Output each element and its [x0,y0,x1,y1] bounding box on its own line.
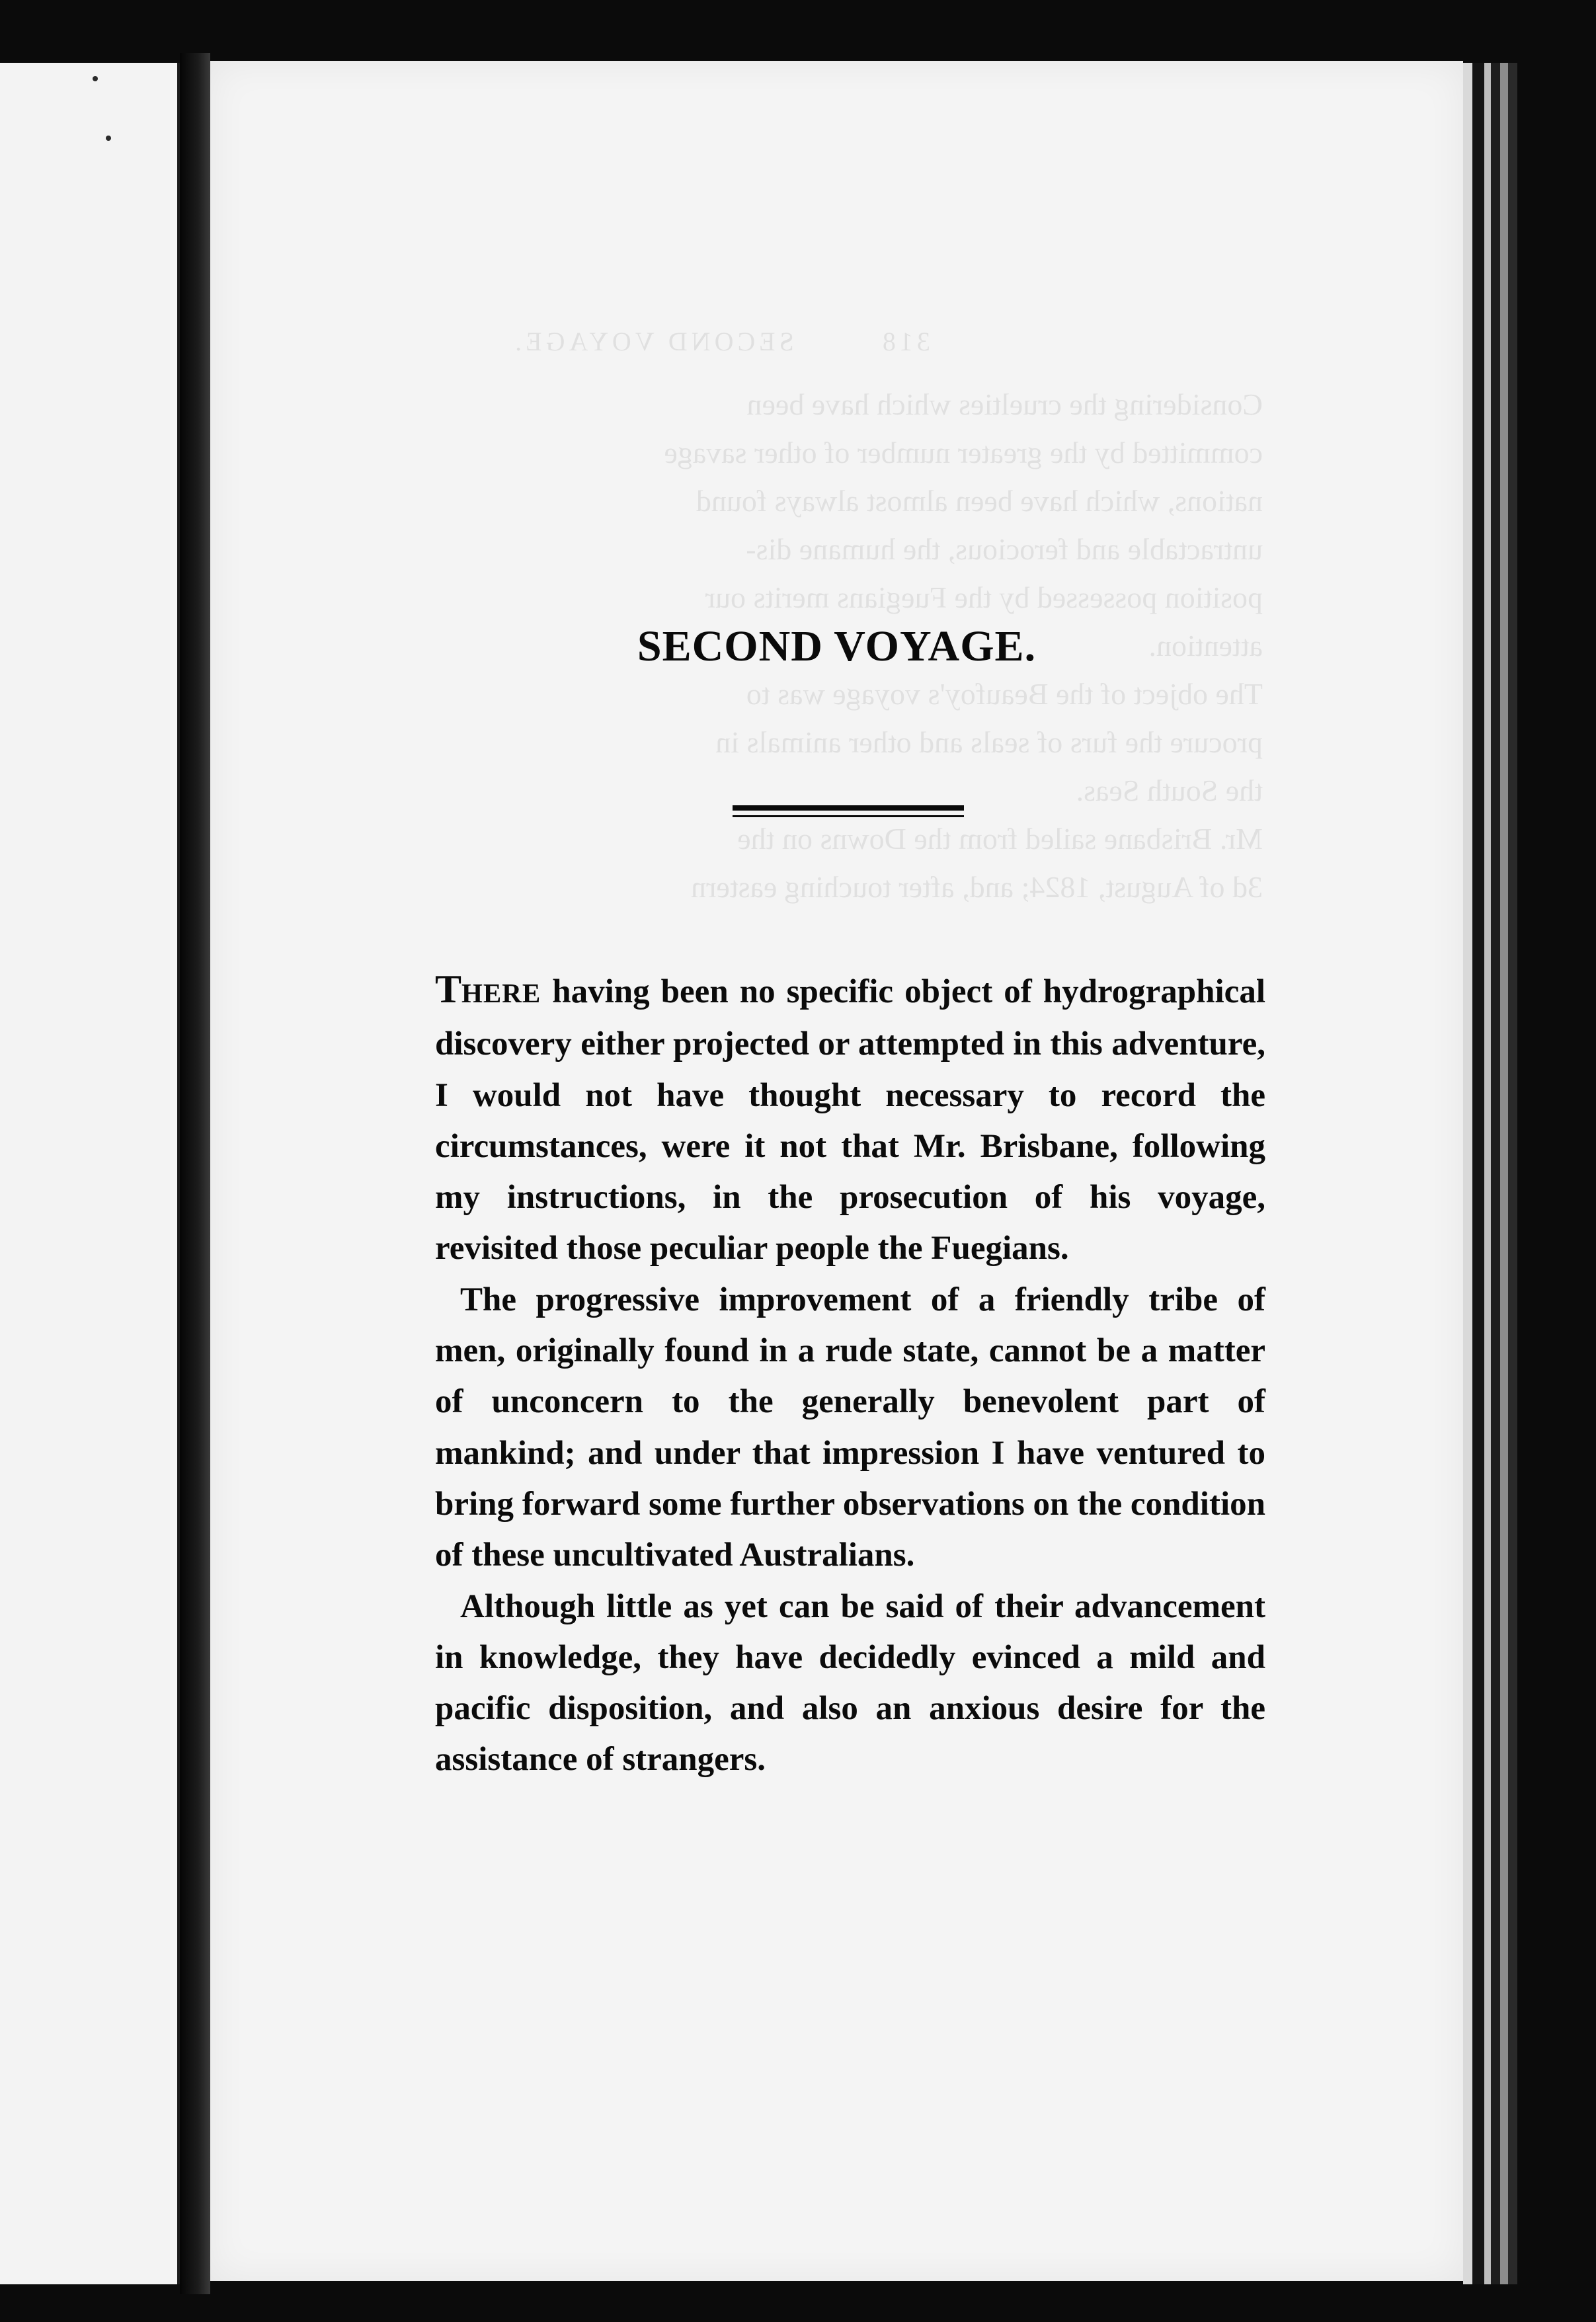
page-edge-stack [1484,63,1491,2284]
body-paragraph: Although little as yet can be said of their advancement in knowledge, they have decidedly evinced a mild and pacific disposition, and also an anxious desire for the assistance of strangers. [435,1587,1265,1779]
page-edge-stack [1508,63,1517,2284]
chapter-body [435,964,1265,1786]
paper-speck [106,136,111,141]
rule-thin-line [733,815,964,817]
body-paragraph: The progressive improvement of a friendly tribe of men, originally found in a rude state, cannot be a matter of unconcern to the generally benevolent part of mankind; and under that impression I have ventured to bring forward some further observations on the condition of these uncultivated Australians. [435,1281,1265,1574]
page-edge-stack [1491,63,1500,2284]
facing-page-edge [0,63,180,2284]
page-edge-stack [1500,63,1508,2284]
book-gutter-shadow [180,53,210,2294]
rule-thick-line [733,805,964,811]
opening-smallcaps: HERE [461,978,541,1008]
opening-text: having been no specific object of hydrographical discovery either projected or attempted in this adventure, I would not have thought necessary to record the circumstances, were it not that Mr. Brisbane, following my instructions, in the prosecution of his voyage, revisited those peculiar people the Fuegians. [435,973,1265,1267]
page-edge-stack [1472,63,1484,2284]
paper-speck [93,76,98,81]
page-edge-stack [1463,63,1472,2284]
title-double-rule [733,805,964,820]
page-title: SECOND VOYAGE. [637,622,1037,670]
opening-paragraph [435,964,1265,1275]
opening-initial: T [435,967,462,1011]
